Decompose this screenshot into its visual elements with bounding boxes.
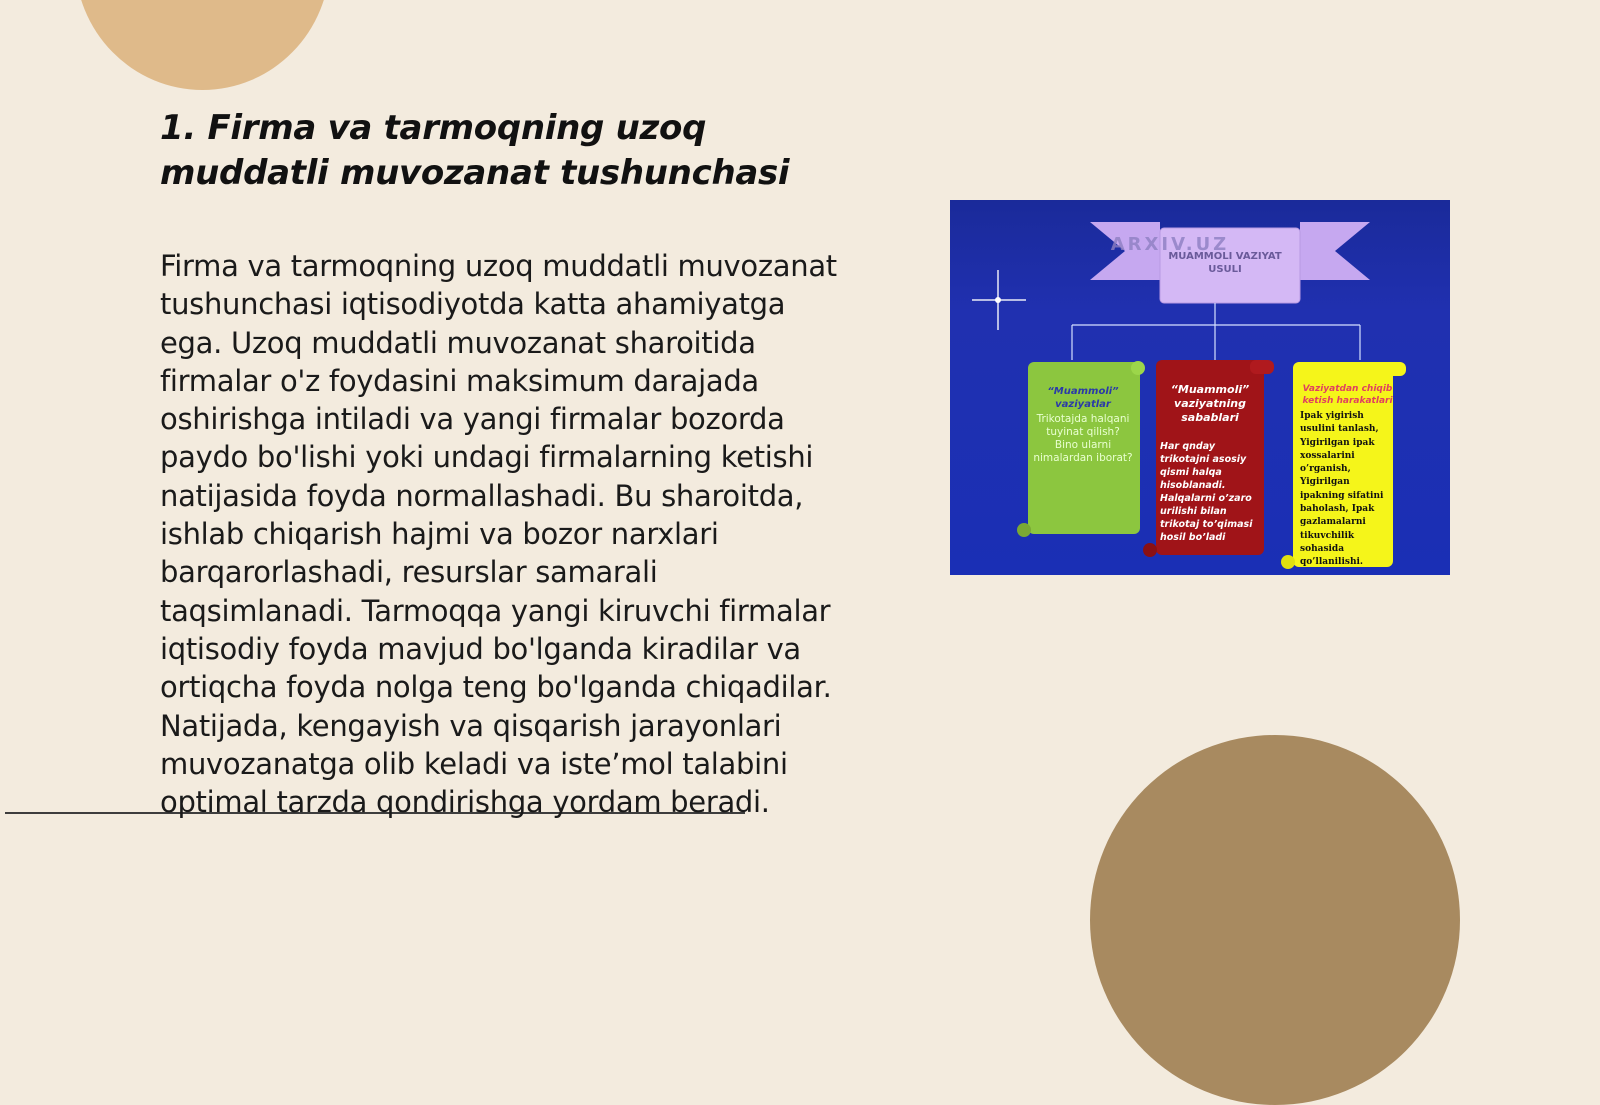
card-title: “Muammoli” vaziyatlar	[1047, 386, 1119, 410]
slide-body-text: Firma va tarmoqning uzoq muddatli muvozanat tushunchasi iqtisodiyotda katta ahamiyatga ega. Uzoq muddatli muvozanat sharoitida firmalar o'z foydasini maksimum darajada oshirishga intiladi va yangi firmalar bozorda paydo bo'lishi yoki undagi firmalarning ketishi natijasida foyda normallashadi. Bu sharoitda, ishlab chiqarish hajmi va bozor narxlari barqarorlashadi, resurslar samarali taqsimlanadi. Tarmoqqa yangi kiruvchi firmalar iqtisodiy foyda mavjud bo'lganda kiradilar va ortiqcha foyda nolga teng bo'lganda chiqadilar. Natijada, kengayish va qisqarish jarayonlari muvozanatga olib keladi va iste’mol talabini optimal tarzda qondirishga yordam beradi.	[160, 249, 837, 820]
decorative-circle-top	[75, 0, 330, 90]
decorative-circle-bottom	[1090, 735, 1460, 1105]
sparkle-star-icon	[972, 270, 1026, 330]
card-text: Ipak yigirish usulini tanlash, Yigirilgan ipak xossalarini o’rganish, Yigirilgan ipakning sifatini baholash, Ipak gazlamalarni tikuvchilik sohasida qo’llanilishi.	[1300, 411, 1384, 568]
slide-title: 1. Firma va tarmoqning uzoq muddatli muvozanat tushunchasi	[160, 108, 790, 193]
banner-label: MUAMMOLI VAZIYAT USULI	[1168, 251, 1282, 275]
connector-lines	[1072, 303, 1360, 360]
card-title: Vaziyatdan chiqib ketish harakatlari	[1302, 384, 1393, 406]
card-title: “Muammoli” vaziyatning sabablari	[1170, 383, 1250, 424]
card-text: Har qnday trikotajni asosiy qismi halqa hisoblanadi. Halqalarni o’zaro urilishi bilan trikotaj to’qimasi hosil bo’ladi	[1160, 441, 1253, 543]
diagram-watermark: ARXIV.UZ	[1110, 234, 1230, 255]
diagram-image	[950, 200, 1450, 575]
card-text: Trikotajda halqani tuyinat qilish? Bino ularni nimalardan iborat?	[1033, 413, 1133, 464]
